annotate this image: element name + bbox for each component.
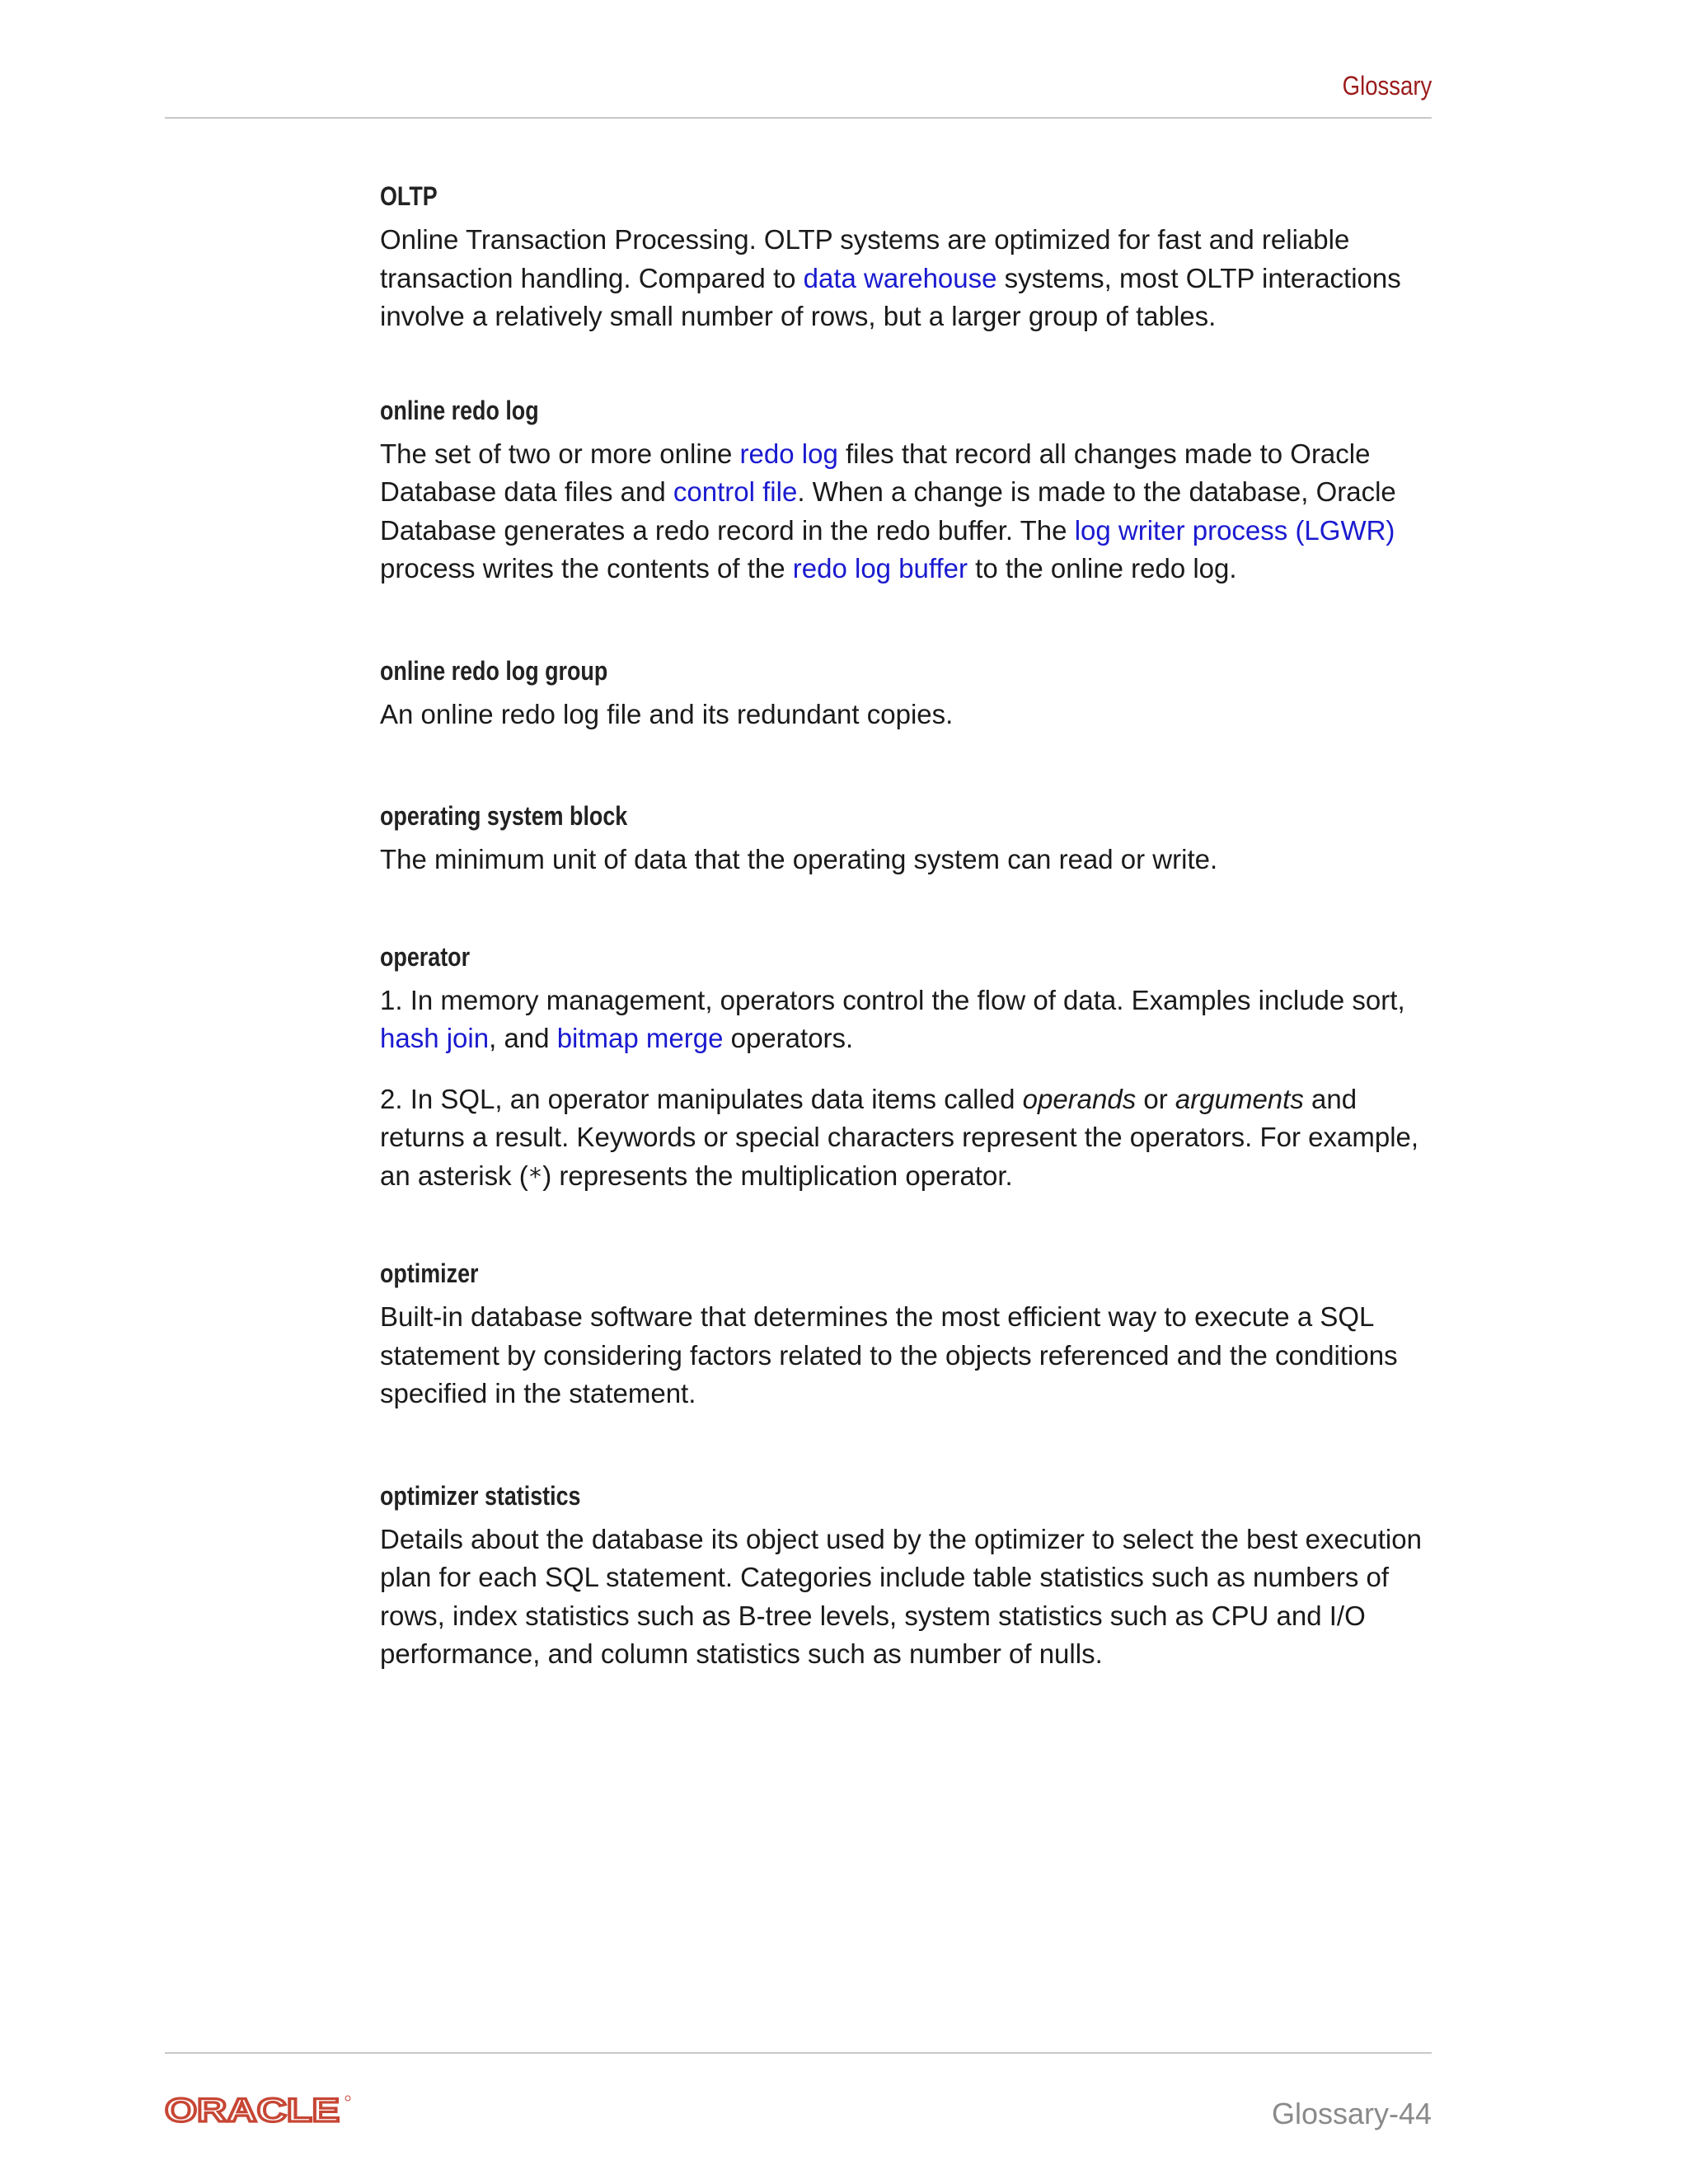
text-run: process writes the contents of the xyxy=(380,553,793,583)
oracle-logo xyxy=(165,2093,354,2126)
glossary-definition xyxy=(380,696,1443,734)
cross-reference-link[interactable]: redo log xyxy=(739,438,838,469)
text-run: ) represents the multiplication operator. xyxy=(542,1160,1013,1191)
glossary-definition xyxy=(380,1080,1443,1197)
glossary-definition xyxy=(380,982,1443,1058)
cross-reference-link[interactable]: data warehouse xyxy=(803,262,997,293)
glossary-term: operator xyxy=(380,941,471,972)
text-run: 1. In memory management, operators control the flow of data. Examples include sort, xyxy=(380,984,1405,1015)
cross-reference-link[interactable]: log writer process (LGWR) xyxy=(1074,514,1395,546)
glossary-entry xyxy=(380,1257,1443,1413)
entry-spacer xyxy=(380,1413,1443,1479)
glossary-term: online redo log group xyxy=(380,655,608,686)
running-header: Glossary xyxy=(1342,71,1432,101)
emphasized-text: arguments xyxy=(1175,1083,1304,1114)
cross-reference-link[interactable]: control file xyxy=(673,476,798,507)
glossary-definition xyxy=(380,1521,1443,1674)
glossary-definition xyxy=(380,1298,1443,1413)
text-run: Online Transaction Processing. OLTP systems are optimized for fast and reliable transaction handling. Compared to xyxy=(380,224,1350,293)
footer-divider xyxy=(165,2052,1432,2054)
text-run: An online redo log file and its redundant copies. xyxy=(380,698,954,729)
text-run: systems, most OLTP interactions involve a relatively small number of rows, but a larger group of tables. xyxy=(380,262,1401,331)
entry-spacer xyxy=(380,588,1443,654)
entry-spacer xyxy=(380,733,1443,799)
glossary-content xyxy=(380,180,1443,1674)
text-run: 2. In SQL, an operator manipulates data items called xyxy=(380,1083,1023,1114)
glossary-entry xyxy=(380,394,1443,588)
glossary-term: optimizer statistics xyxy=(380,1480,581,1511)
cross-reference-link[interactable]: redo log buffer xyxy=(792,553,968,583)
text-run: , and xyxy=(489,1023,557,1053)
text-run: and returns a result. Keywords or special characters represent the operators. For example, an asterisk ( xyxy=(380,1083,1419,1191)
cross-reference-link[interactable]: hash join xyxy=(380,1023,490,1053)
entry-spacer xyxy=(380,1196,1443,1257)
glossary-term: OLTP xyxy=(380,181,438,211)
code-symbol: * xyxy=(528,1162,543,1191)
text-run: Details about the database its object used by the optimizer to select the best execution plan for each SQL statement. Categories include table statistics such as numbers of rows, index statistics such as B-tree levels, system statistics such as CPU and I/O performance, and column statistics such as number of nulls. xyxy=(380,1523,1422,1669)
glossary-entry xyxy=(380,654,1443,734)
glossary-entry xyxy=(380,180,1443,336)
text-run: or xyxy=(1136,1083,1175,1114)
glossary-entry xyxy=(380,1479,1443,1674)
text-run: to the online redo log. xyxy=(967,553,1237,583)
glossary-term: operating system block xyxy=(380,801,628,831)
glossary-definition xyxy=(380,435,1443,588)
page-number: Glossary-44 xyxy=(1271,2097,1432,2130)
text-run: Built-in database software that determines the most efficient way to execute a SQL statement by considering factors related to the objects referenced and the conditions specified in the statement. xyxy=(380,1301,1398,1408)
text-run: The set of two or more online xyxy=(380,438,740,469)
emphasized-text: operands xyxy=(1022,1083,1137,1114)
entry-spacer xyxy=(380,879,1443,940)
entry-spacer xyxy=(380,336,1443,394)
cross-reference-link[interactable]: bitmap merge xyxy=(556,1023,724,1053)
glossary-definition xyxy=(380,841,1443,879)
text-run: . When a change is made to the database, Oracle Database generates a redo record in the redo buffer. The xyxy=(380,476,1396,546)
glossary-entry xyxy=(380,799,1443,879)
text-run: operators. xyxy=(723,1023,854,1053)
glossary-term: online redo log xyxy=(380,395,539,425)
text-run: The minimum unit of data that the operating system can read or write. xyxy=(380,844,1218,874)
glossary-term: optimizer xyxy=(380,1258,479,1288)
glossary-definition xyxy=(380,221,1443,336)
header-divider xyxy=(165,117,1432,119)
glossary-entry xyxy=(380,940,1443,1197)
oracle-wordmark: ORACLE xyxy=(165,2093,340,2126)
text-run: files that record all changes made to Oracle Database data files and xyxy=(380,438,1371,507)
